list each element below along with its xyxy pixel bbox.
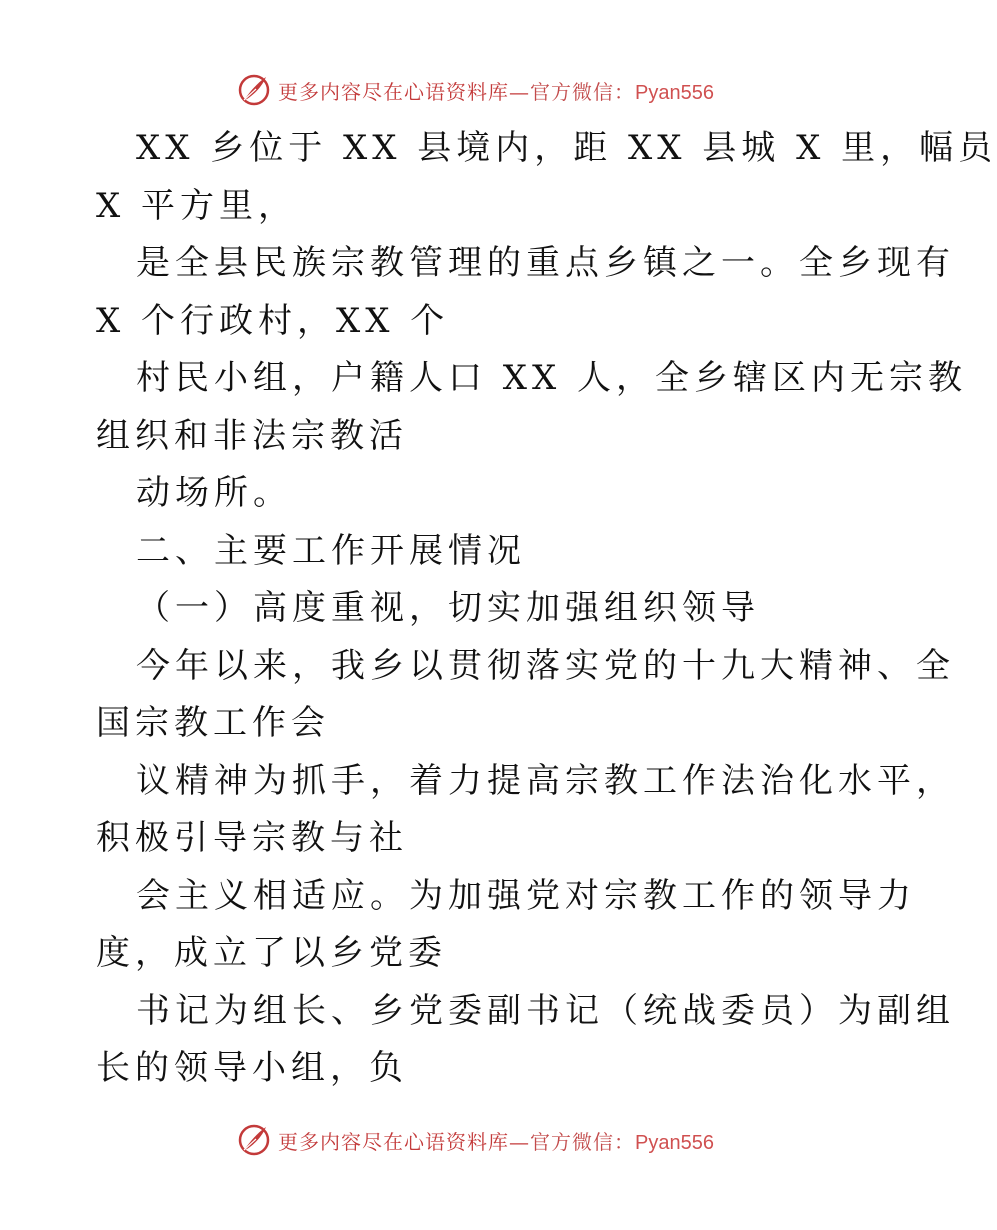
- text-line: X 平方里，: [96, 185, 298, 226]
- feather-pen-circle-icon: [236, 1122, 272, 1158]
- header-watermark: [0, 70, 950, 110]
- text-line: 动场所。: [136, 473, 292, 513]
- section-heading: 二、主要工作开展情况: [136, 530, 526, 571]
- watermark-dash: —: [509, 79, 531, 104]
- watermark-official-text: 官方微信：: [530, 79, 636, 104]
- watermark-official-text: 官方微信：: [530, 1129, 636, 1154]
- text-line: 议精神为抓手，着力提高宗教工作法治化水平，: [136, 760, 955, 801]
- watermark-site-text: 更多内容尽在心语资料库: [278, 79, 510, 104]
- watermark-handle: Pyan556: [635, 81, 714, 104]
- watermark-site-text: 更多内容尽在心语资料库: [278, 1129, 510, 1154]
- text-line: 是全县民族宗教管理的重点乡镇之一。全乡现有: [136, 243, 955, 283]
- footer-watermark: [0, 1120, 950, 1160]
- text-line: 长的领导小组，负: [96, 1048, 408, 1088]
- subsection-heading: （一）高度重视，切实加强组织领导: [136, 588, 760, 628]
- watermark-dash: —: [509, 1129, 531, 1154]
- text-line: 今年以来，我乡以贯彻落实党的十九大精神、全: [136, 645, 955, 686]
- text-line: 度，成立了以乡党委: [96, 933, 447, 973]
- text-line: 会主义相适应。为加强党对宗教工作的领导力: [136, 875, 916, 916]
- text-line: 国宗教工作会: [96, 703, 330, 743]
- text-line: 积极引导宗教与社: [96, 818, 408, 858]
- text-line: 组织和非法宗教活: [96, 415, 408, 456]
- text-line: XX 乡位于 XX 县境内，距 XX 县城 X 里，幅员: [136, 128, 997, 168]
- text-line: 书记为组长、乡党委副书记（统战委员）为副组: [136, 990, 955, 1031]
- feather-pen-circle-icon: [236, 72, 272, 108]
- text-line: 村民小组，户籍人口 XX 人，全乡辖区内无宗教: [136, 358, 968, 398]
- text-line: X 个行政村，XX 个: [96, 300, 450, 341]
- watermark-handle: Pyan556: [635, 1131, 714, 1154]
- document-body: [96, 120, 997, 1098]
